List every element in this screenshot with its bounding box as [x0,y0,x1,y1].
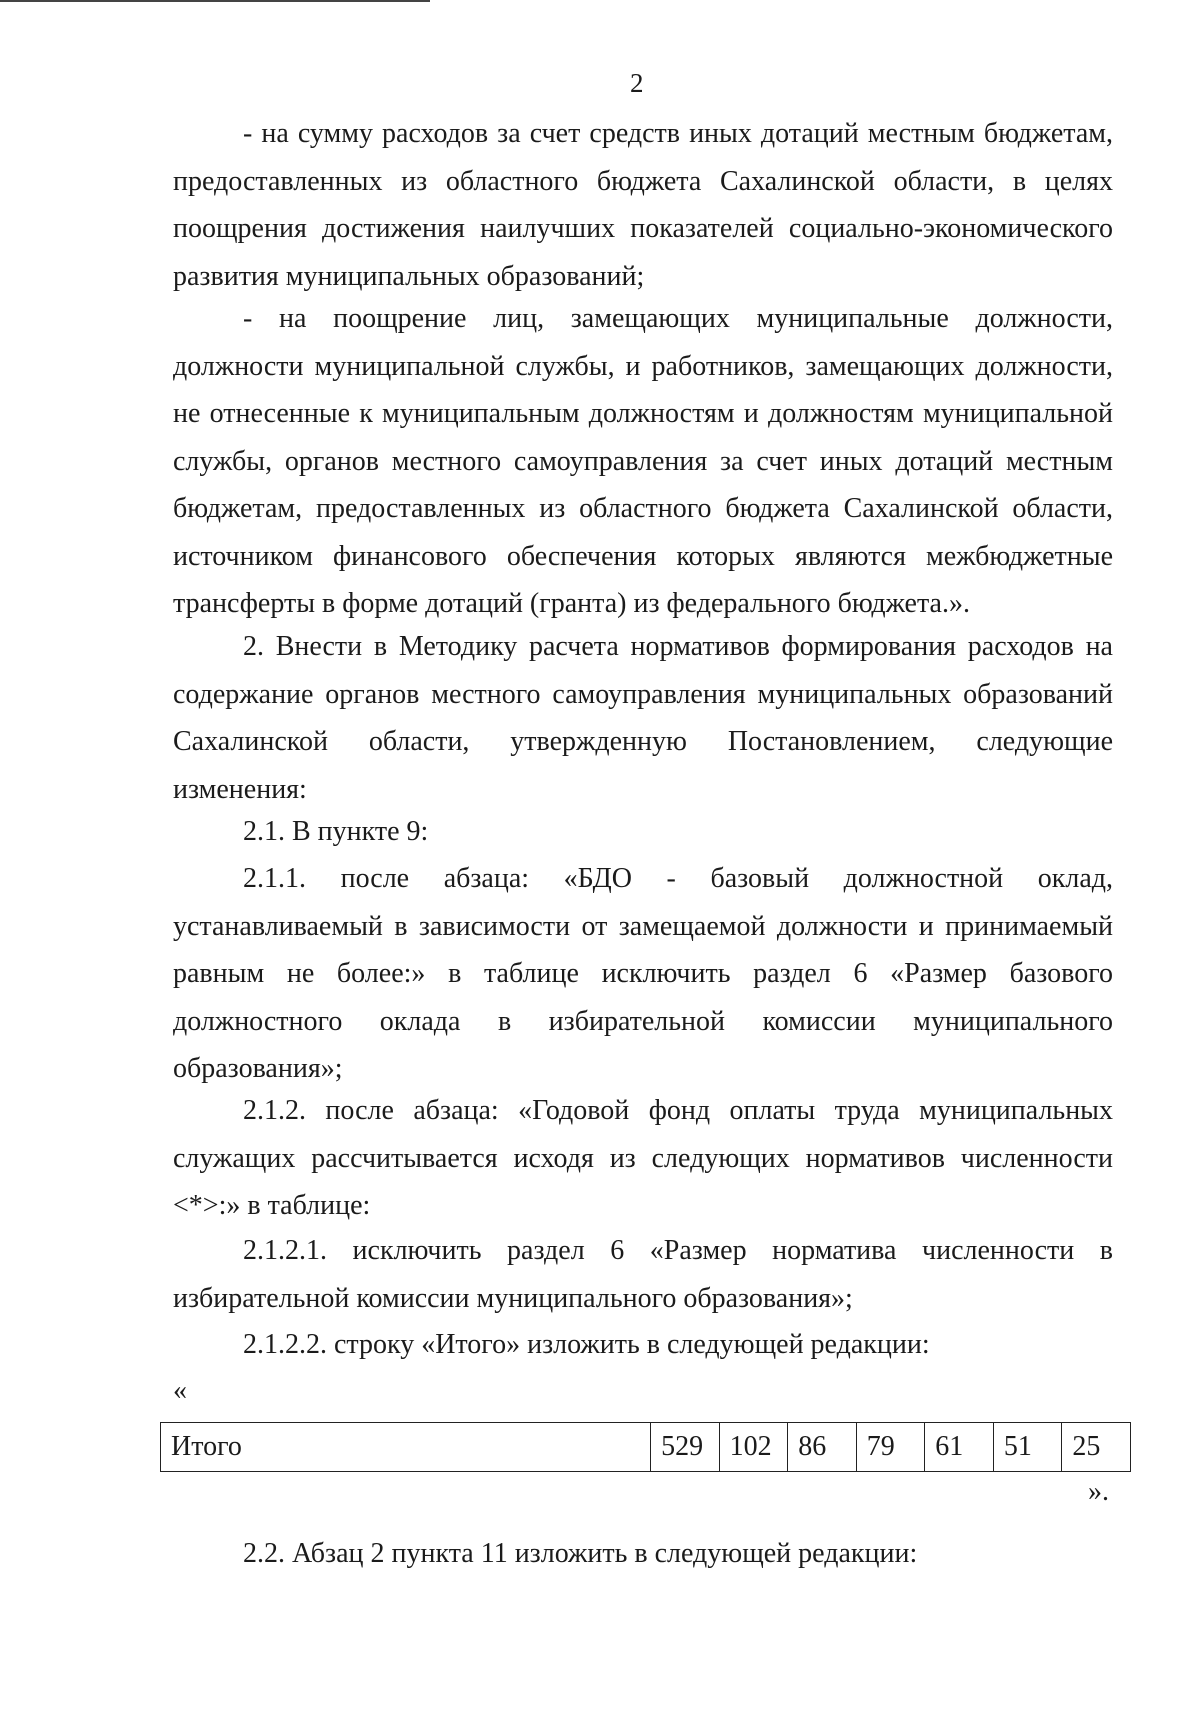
paragraph-5-text: 2.1.1. после абзаца: «БДО - базовый должностной оклад, устанавливаемый в зависимости от замещаемой должности и принимаемый равным не более:» в таблице исключить раздел 6 «Размер базового должностного оклада в избирательной комиссии муниципального образования»; [173,863,1113,1084]
paragraph-4-text: 2.1. В пункте 9: [243,816,429,847]
table-cell-value: 102 [719,1423,788,1472]
totals-table [160,1422,1131,1472]
table-cell-value: 25 [1062,1423,1131,1472]
table-cell-value: 61 [925,1423,994,1472]
paragraph-6-text: 2.1.2. после абзаца: «Годовой фонд оплаты труда муниципальных служащих рассчитывается исходя из следующих нормативов численности <*>:» в таблице: [173,1095,1113,1221]
page-number: 2 [630,68,644,98]
paragraph-2 [173,295,1113,628]
table-cell-label: Итого [161,1423,651,1472]
table-cell-value: 529 [651,1423,720,1472]
paragraph-8-text: 2.1.2.2. строку «Итого» изложить в следующей редакции: [243,1329,930,1360]
paragraph-3 [173,623,1113,813]
paragraph-2-text: - на поощрение лиц, замещающих муниципальные должности, должности муниципальной службы, и работников, замещающих должности, не отнесенные к муниципальным должностям и должностям муниципальной службы, органов местного самоуправления за счет иных дотаций местным бюджетам, предоставленных из областного бюджета Сахалинской области, источником финансового обеспечения которых являются межбюджетные трансферты в форме дотаций (гранта) из федерального бюджета.». [173,303,1113,619]
paragraph-7 [173,1227,1113,1322]
paragraph-1 [173,110,1113,300]
paragraph-6 [173,1087,1113,1230]
opening-quote-mark: « [173,1375,187,1406]
paragraph-7-text: 2.1.2.1. исключить раздел 6 «Размер норматива численности в избирательной комиссии муниципального образования»; [173,1235,1113,1314]
paragraph-8 [173,1321,1113,1369]
paragraph-5 [173,855,1113,1093]
top-border-line [0,0,430,2]
table-cell-value: 86 [788,1423,857,1472]
paragraph-3-text: 2. Внести в Методику расчета нормативов формирования расходов на содержание органов местного самоуправления муниципальных образований Сахалинской области, утвержденную Постановлением, следующие изменения: [173,631,1113,805]
paragraph-9-text: 2.2. Абзац 2 пункта 11 изложить в следующей редакции: [243,1538,918,1569]
table-row [161,1423,1131,1472]
table-cell-value: 51 [993,1423,1062,1472]
paragraph-4 [173,808,1113,856]
table-cell-value: 79 [856,1423,925,1472]
closing-quote-mark: ». [1088,1476,1109,1507]
paragraph-1-text: - на сумму расходов за счет средств иных дотаций местным бюджетам, предоставленных из областного бюджета Сахалинской области, в целях поощрения достижения наилучших показателей социально-экономического развития муниципальных образований; [173,118,1113,292]
